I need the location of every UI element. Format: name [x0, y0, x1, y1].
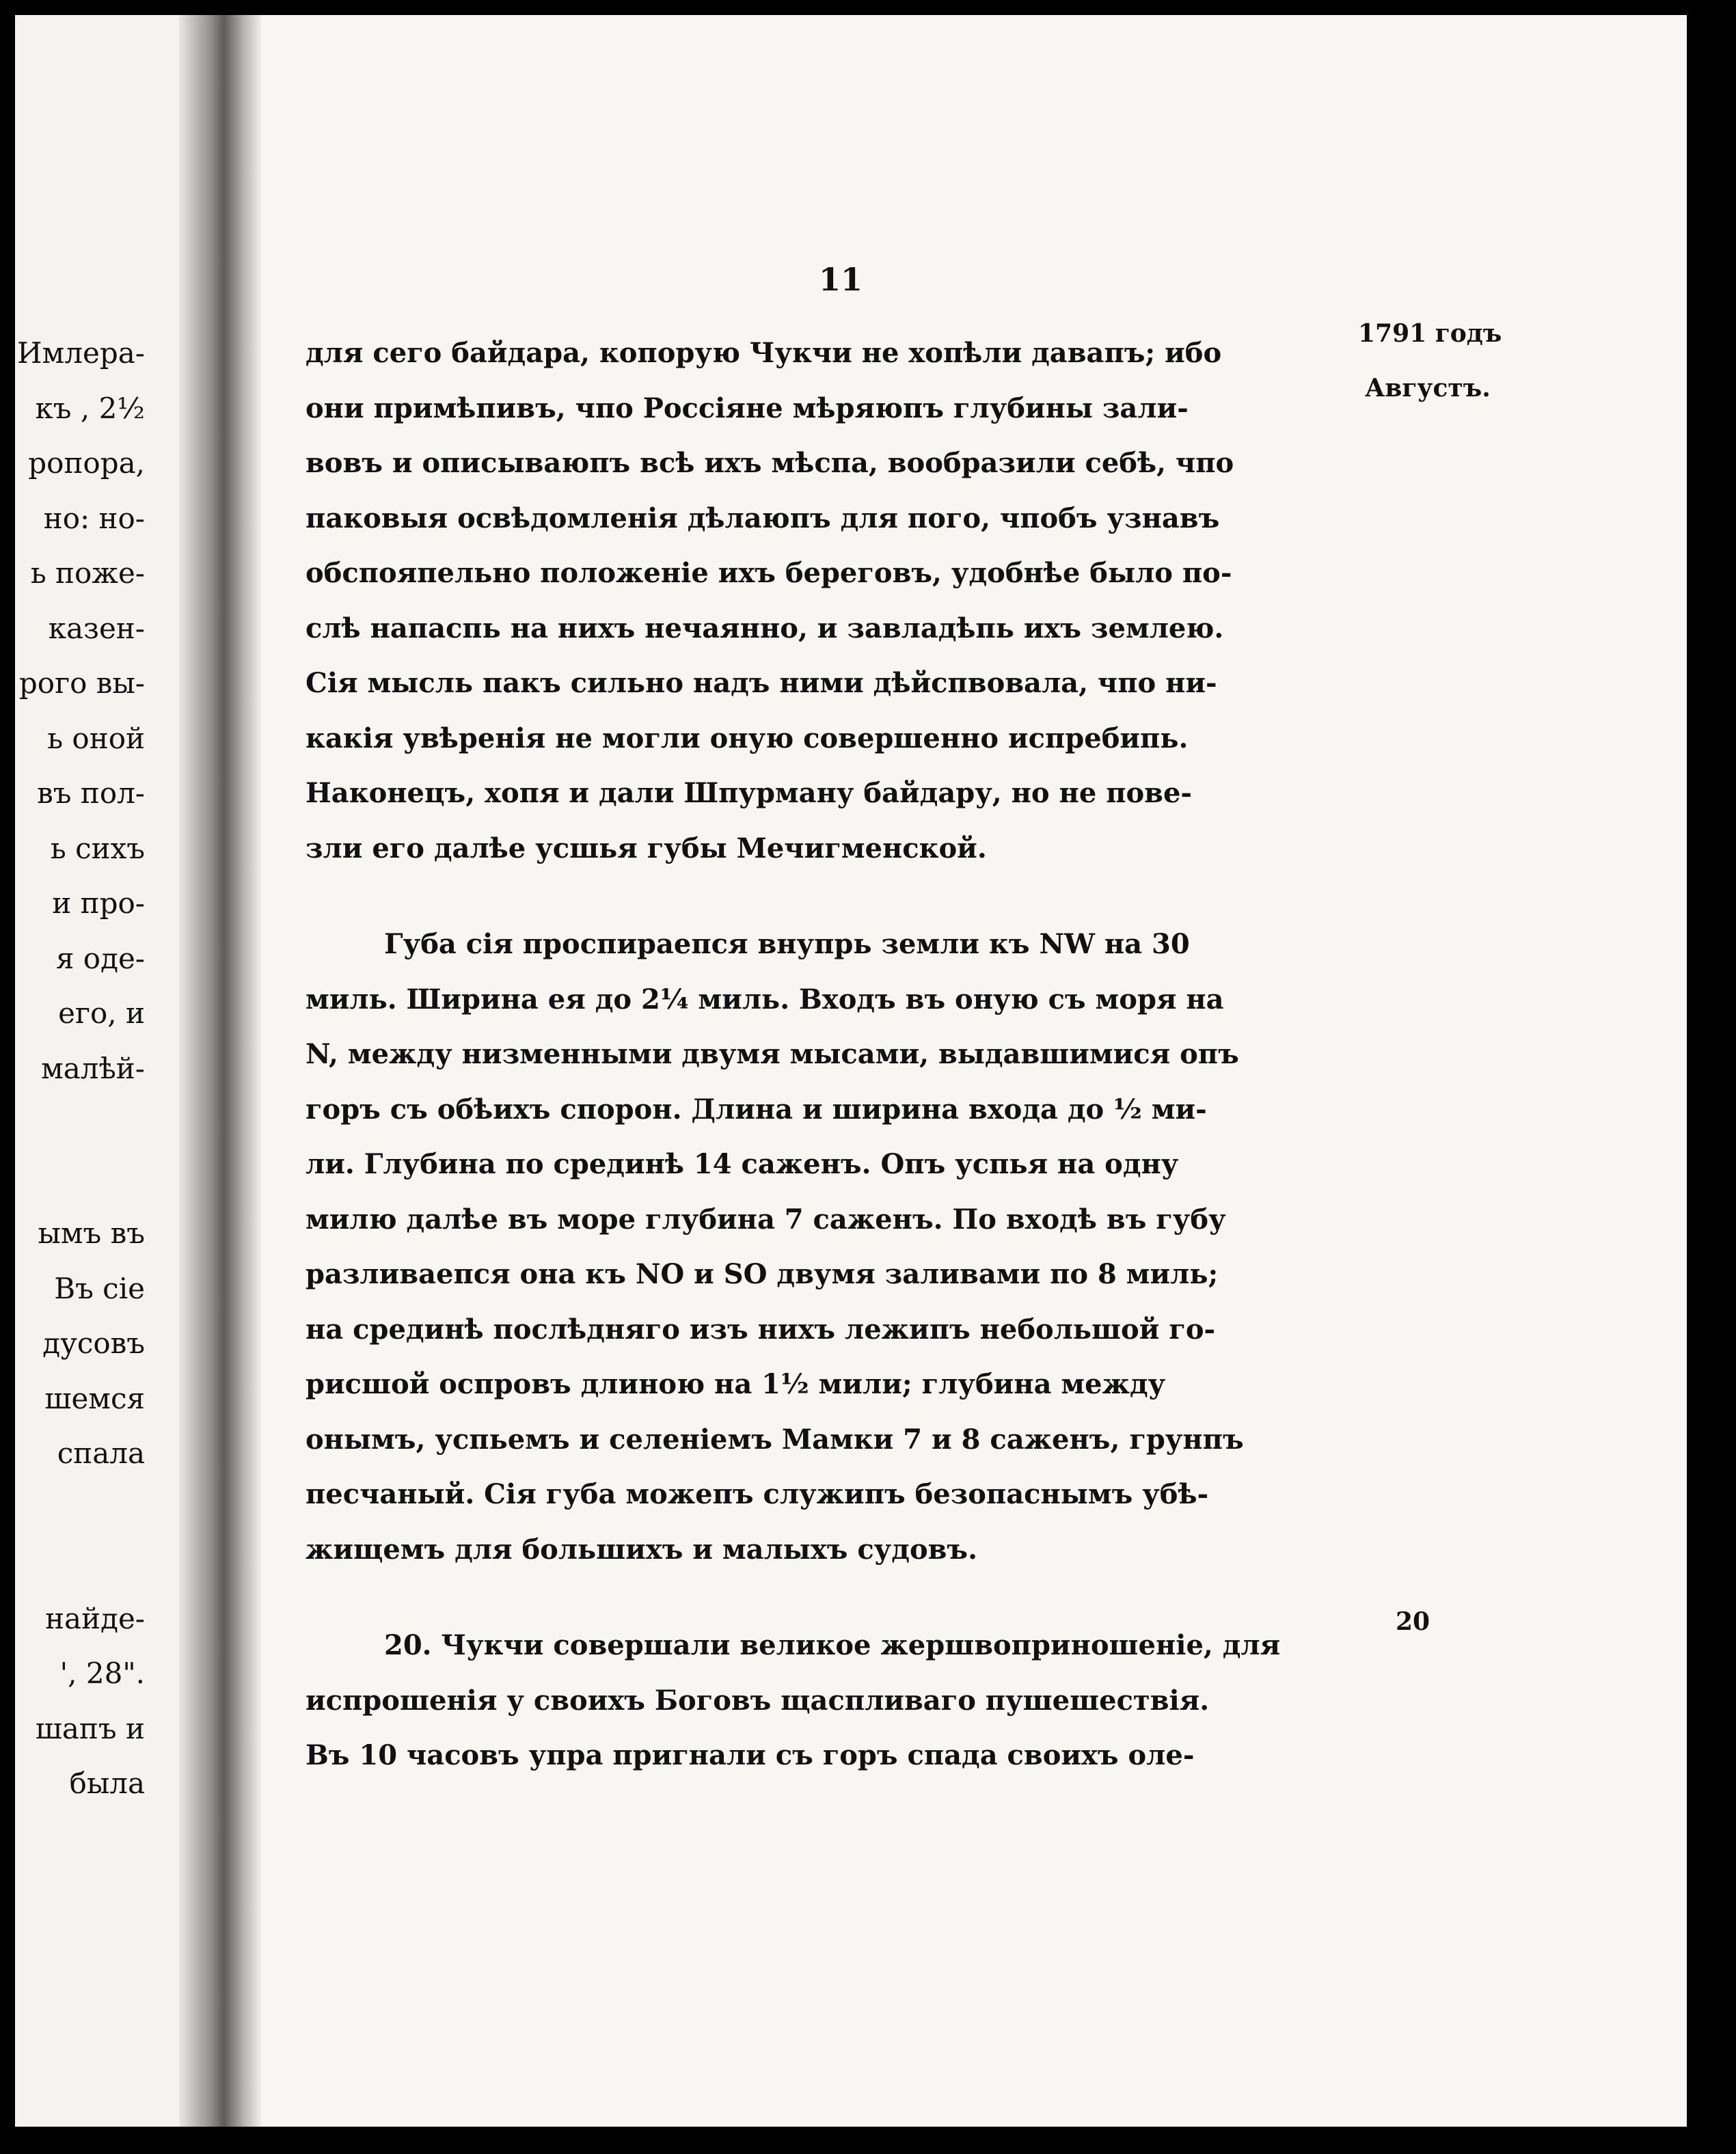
text-line: на срединѣ послѣдняго изъ нихъ лежипъ небольшой го- [306, 1313, 1216, 1346]
left-page [15, 15, 179, 2127]
text-line: горъ съ обѣихъ спорон. Длина и ширина входа до ½ ми- [306, 1093, 1207, 1126]
paragraph-gap [306, 876, 1358, 917]
text-line: для сего байдара, копорую Чукчи не хопѣли давапъ; ибо [306, 337, 1222, 369]
left-page-line: рого вы- [18, 666, 145, 700]
paragraph-1 [306, 326, 1358, 876]
left-page-line: но: но- [43, 501, 145, 535]
text-line: какія увѣренія не могли оную совершенно испребипь. [306, 722, 1189, 754]
margin-note-year: 1791 годъ [1358, 319, 1502, 348]
text-line: зли его далѣе усшья губы Мечигменской. [306, 832, 987, 864]
left-page-line [15, 1151, 145, 1207]
text-line: паковыя освѣдомленія дѣлаюпъ для пого, чпобъ узнавъ [306, 502, 1220, 534]
text-line: обспояпельно положеніе ихъ береговъ, удобнѣе было по- [306, 557, 1232, 589]
left-page-line: шемся [44, 1381, 145, 1415]
left-page-line: ымъ въ [38, 1216, 145, 1250]
left-page-line: ь поже- [30, 556, 145, 590]
text-line: они примѣпивъ, чпо Россіяне мѣряюпъ глубины зали- [306, 392, 1189, 424]
page-body [306, 326, 1358, 1784]
text-line: Сія мысль пакъ сильно надъ ними дѣйспвовала, чпо ни- [306, 667, 1217, 699]
left-page-line: въ пол- [37, 776, 145, 810]
left-page-line: шапъ и [35, 1711, 145, 1745]
left-page-line: дусовъ [42, 1326, 145, 1360]
left-page-line: спала [57, 1436, 145, 1470]
book-gutter [179, 15, 261, 2127]
text-line: разливаепся она къ NO и SO двумя заливами по 8 миль; [306, 1258, 1219, 1290]
text-line: N, между низменными двумя мысами, выдавшимися опъ [306, 1038, 1239, 1070]
margin-note-month: Августъ. [1365, 374, 1491, 403]
left-page-line: ь оной [47, 721, 145, 755]
left-page-line: ропора, [28, 446, 145, 480]
text-line: Въ 10 часовъ упра пригнали съ горъ спада своихъ оле- [306, 1739, 1195, 1771]
text-line: жищемъ для большихъ и малыхъ судовъ. [306, 1533, 978, 1566]
text-line: испрошенія у своихъ Боговъ щаспливаго пушешествія. [306, 1684, 1210, 1717]
paragraph-2 [306, 917, 1358, 1577]
left-page-line: была [69, 1767, 145, 1800]
text-line: рисшой оспровъ длиною на 1½ мили; глубина между [306, 1368, 1166, 1400]
left-page-line: и про- [52, 886, 145, 920]
paragraph-gap [306, 1577, 1358, 1618]
paragraph-3 [306, 1618, 1358, 1784]
left-page-line [15, 1536, 145, 1592]
text-line: ли. Глубина по срединѣ 14 саженъ. Опъ успья на одну [306, 1148, 1179, 1180]
left-page-line: Имлера- [17, 336, 145, 370]
left-page-line [15, 1482, 145, 1537]
text-line: миль. Ширина ея до 2¼ миль. Входъ въ оную съ моря на [306, 983, 1224, 1015]
text-line: Губа сія проспираепся внупрь земли къ NW на 30 [384, 928, 1190, 960]
left-page-line: его, и [58, 996, 145, 1030]
margin-note-section: 20 [1396, 1607, 1430, 1636]
left-page-line: найде- [45, 1601, 145, 1635]
text-line: милю далѣе въ море глубина 7 саженъ. По входѣ въ губу [306, 1203, 1226, 1236]
text-line: слѣ напаспь на нихъ нечаянно, и завладѣпь ихъ землею. [306, 612, 1224, 644]
left-page-line: малѣй- [41, 1051, 145, 1085]
left-page-line: къ , 2½ [35, 391, 145, 425]
left-page-line: Въ сіе [54, 1271, 145, 1305]
page-number: 11 [819, 261, 863, 298]
text-line: онымъ, успьемъ и селеніемъ Мамки 7 и 8 саженъ, грунпъ [306, 1423, 1244, 1456]
text-line: 20. Чукчи совершали великое жершвоприношеніе, для [384, 1629, 1281, 1661]
scanned-spread [15, 15, 1687, 2127]
text-line: Наконецъ, хопя и дали Шпурману байдару, но не пове- [306, 777, 1192, 809]
left-page-line: я оде- [55, 941, 145, 975]
text-line: вовъ и описываюпъ всѣ ихъ мѣспа, вообразили себѣ, чпо [306, 447, 1234, 479]
left-page-line: казен- [48, 611, 145, 645]
left-page-line: ь сихъ [50, 831, 145, 865]
left-page-line [15, 1096, 145, 1151]
left-page-line: ', 28". [59, 1657, 145, 1690]
left-page-fragments [15, 326, 145, 1812]
text-line: песчаный. Сія губа можепъ служипъ безопаснымъ убѣ- [306, 1478, 1209, 1510]
